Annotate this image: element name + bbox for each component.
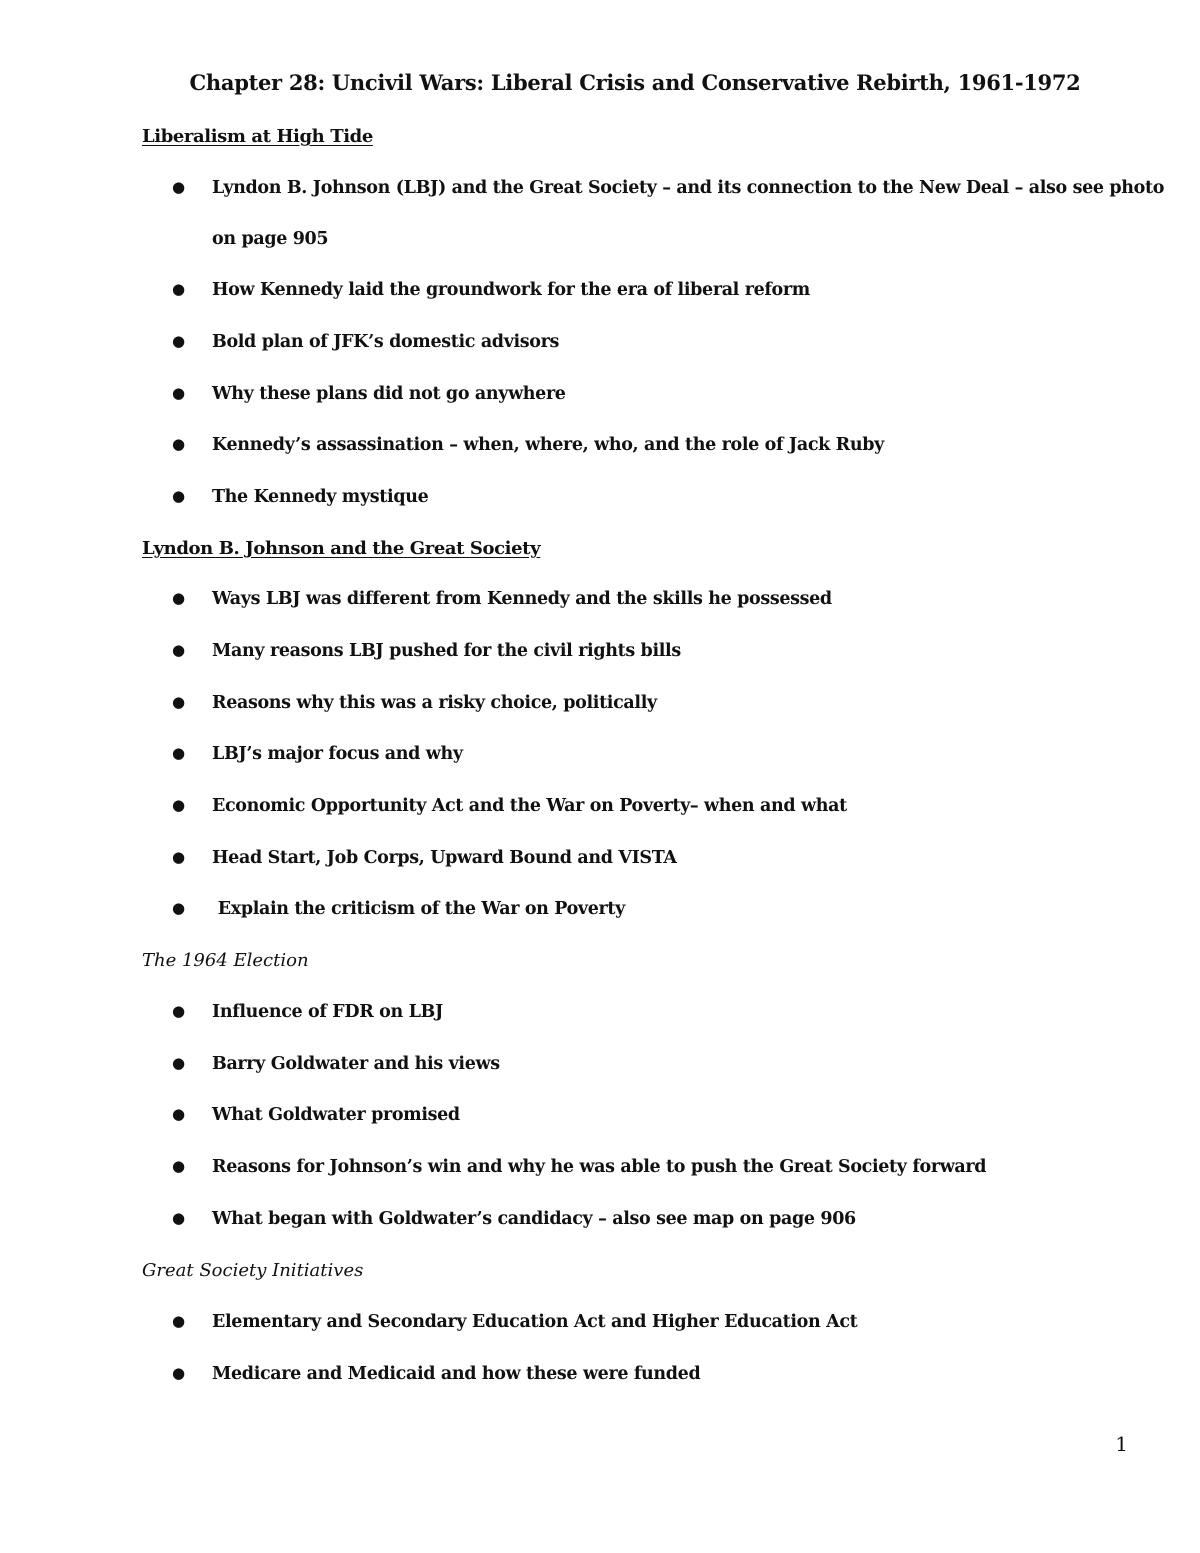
- bullet-icon: ●: [172, 641, 185, 659]
- bullet-icon: ●: [172, 848, 185, 866]
- bullet-icon: ●: [172, 280, 185, 298]
- section-heading-lbj-great-society: Lyndon B. Johnson and the Great Society: [142, 538, 541, 559]
- section-heading-liberalism: Liberalism at High Tide: [142, 126, 373, 147]
- bullet-icon: ●: [172, 1105, 185, 1123]
- bullet-icon: ●: [172, 693, 185, 711]
- bullet-icon: ●: [172, 589, 185, 607]
- bullet-icon: ●: [172, 899, 185, 917]
- bullet-icon: ●: [172, 487, 185, 505]
- bullet-icon: ●: [172, 1364, 185, 1382]
- bullet-icon: ●: [172, 744, 185, 762]
- page-number: 1: [1115, 1432, 1128, 1456]
- bullet-icon: ●: [172, 1209, 185, 1227]
- bullet-icon: ●: [172, 178, 185, 196]
- section-heading-1964-election: The 1964 Election: [142, 950, 309, 971]
- bullet-icon: ●: [172, 1054, 185, 1072]
- bullet-icon: ●: [172, 435, 185, 453]
- bullet-icon: ●: [172, 332, 185, 350]
- bullet-icon: ●: [172, 384, 185, 402]
- document-page: Chapter 28: Uncivil Wars: Liberal Crisis and Conservative Rebirth, 1961-1972 Liberalism at High Tide ● Lyndon B. Johnson (LBJ) and the Great Society – and its connection to the New Deal – also see photo on page 905 ● How Kennedy laid the groundwork for the era of liberal reform ● Bold plan of JFK’s domestic advisors ● Why these plans did not go anywhere ● Kennedy’s assassination – when, where, who, and the role of Jack Ruby ● The Kennedy mystique Lyndon B. Johnson and the Great Society ● Ways LBJ was different from Kennedy and the skills he possessed ● Many reasons LBJ pushed for the civil rights bills ● Reasons why this was a risky choice, politically ● LBJ’s major focus and why ● Economic Opportunity Act and the War on Poverty– when and what ● Head Start, Job Corps, Upward Bound and VISTA ● Explain the criticism of the War on Poverty The 1964 Election ● Influence of FDR on LBJ ● Barry Goldwater and his views ● What Goldwater promised ● Reasons for Johnson’s win and why he was able to push the Great Society forward ● What began with Goldwater’s candidacy – also see map on page 906 Great Society Initiatives ● Elementary and Secondary Education Act and Higher Education Act ● Medicare and Medicaid and how these were funded 1: [0, 0, 1200, 1553]
- bullet-icon: ●: [172, 1312, 185, 1330]
- bullet-icon: ●: [172, 796, 185, 814]
- bullet-icon: ●: [172, 1157, 185, 1175]
- section-heading-great-society-initiatives: Great Society Initiatives: [142, 1260, 364, 1281]
- page-title: Chapter 28: Uncivil Wars: Liberal Crisis and Conservative Rebirth, 1961-1972: [189, 70, 1081, 95]
- bullet-icon: ●: [172, 1002, 185, 1020]
